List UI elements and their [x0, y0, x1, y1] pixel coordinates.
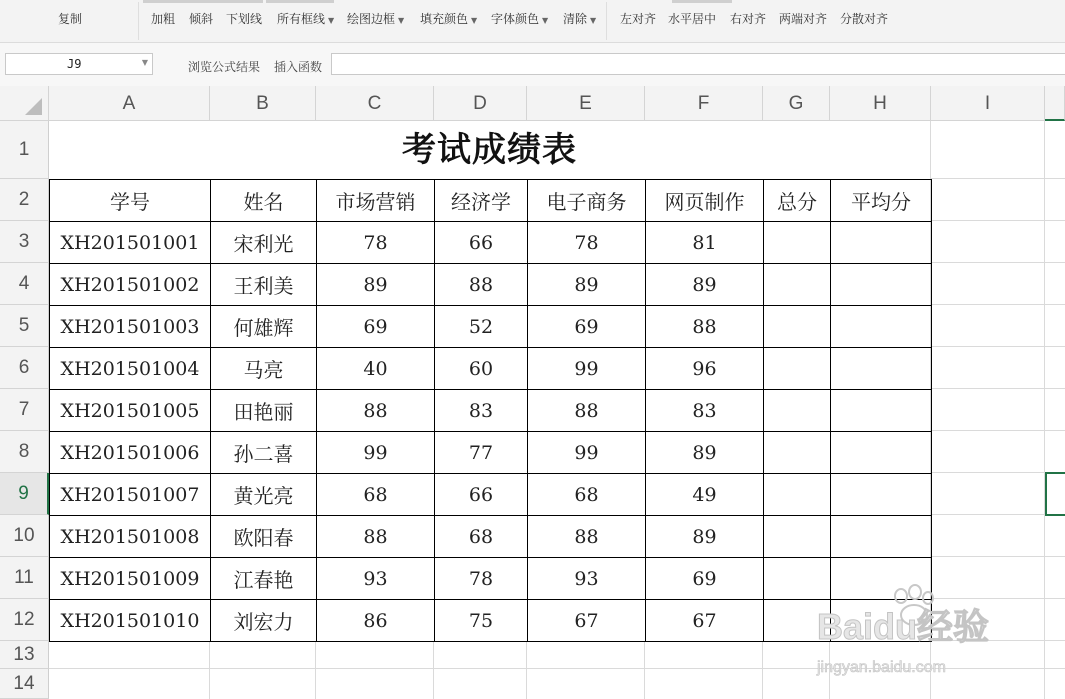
average-cell[interactable] — [831, 516, 932, 558]
average-cell[interactable] — [831, 390, 932, 432]
column-header-i[interactable]: I — [931, 86, 1045, 121]
chevron-down-icon: ▼ — [542, 16, 549, 25]
score-cell[interactable]: 78 — [528, 222, 646, 264]
score-cell[interactable]: 88 — [317, 516, 435, 558]
score-cell[interactable]: 66 — [435, 222, 528, 264]
average-cell[interactable] — [831, 348, 932, 390]
gridline — [931, 598, 1065, 599]
column-header-d[interactable]: D — [434, 86, 527, 121]
row-header-14[interactable]: 14 — [0, 669, 49, 699]
student-name-cell[interactable]: 黄光亮 — [211, 474, 317, 516]
watermark-url: jingyan.baidu.com — [817, 659, 946, 676]
total-cell[interactable] — [764, 264, 831, 306]
score-cell[interactable]: 75 — [435, 600, 528, 642]
table-row — [50, 432, 932, 474]
average-cell[interactable] — [831, 306, 932, 348]
row-header-13[interactable]: 13 — [0, 641, 49, 669]
student-name-cell[interactable]: 田艳丽 — [211, 390, 317, 432]
table-row — [50, 600, 932, 642]
score-cell[interactable]: 83 — [435, 390, 528, 432]
score-cell[interactable]: 89 — [646, 432, 764, 474]
table-row — [50, 222, 932, 264]
gridline — [829, 641, 830, 699]
student-name-cell[interactable]: 宋利光 — [211, 222, 317, 264]
watermark-brand: Baidu经验 — [817, 606, 990, 647]
average-cell[interactable] — [831, 264, 932, 306]
score-cell[interactable]: 93 — [317, 558, 435, 600]
formula-bar — [0, 43, 1065, 86]
insert-function-button[interactable]: 插入函数 — [274, 60, 323, 74]
score-cell[interactable]: 77 — [435, 432, 528, 474]
header-cell[interactable]: 姓名 — [211, 180, 317, 222]
total-cell[interactable] — [764, 516, 831, 558]
fill-color-dropdown[interactable] — [420, 10, 477, 27]
student-id-cell[interactable]: XH201501002 — [50, 264, 211, 306]
total-cell[interactable] — [764, 432, 831, 474]
header-cell[interactable]: 总分 — [764, 180, 831, 222]
student-name-cell[interactable]: 刘宏力 — [211, 600, 317, 642]
total-cell[interactable] — [764, 474, 831, 516]
average-cell[interactable] — [831, 474, 932, 516]
row-header-3[interactable]: 3 — [0, 221, 49, 263]
score-cell[interactable]: 69 — [317, 306, 435, 348]
score-cell[interactable]: 86 — [317, 600, 435, 642]
clear-dropdown[interactable] — [563, 10, 596, 27]
column-header-a[interactable]: A — [49, 86, 210, 121]
header-cell[interactable]: 学号 — [50, 180, 211, 222]
ribbon-dropdown-edge — [672, 0, 732, 3]
average-cell[interactable] — [831, 600, 932, 642]
gridline — [931, 346, 1065, 347]
sheet-title-cell[interactable]: 考试成绩表 — [402, 130, 577, 170]
student-name-cell[interactable]: 欧阳春 — [211, 516, 317, 558]
gridline — [931, 262, 1065, 263]
all-borders-label: 所有框线 — [277, 12, 326, 26]
chevron-down-icon: ▼ — [398, 16, 405, 25]
gridline — [526, 641, 527, 699]
score-cell[interactable]: 40 — [317, 348, 435, 390]
score-cell[interactable]: 69 — [646, 558, 764, 600]
table-row — [50, 348, 932, 390]
score-cell[interactable]: 78 — [317, 222, 435, 264]
chevron-down-icon[interactable]: ▼ — [141, 58, 148, 67]
row-header-12[interactable]: 12 — [0, 599, 49, 641]
average-cell[interactable] — [831, 222, 932, 264]
score-cell[interactable]: 78 — [435, 558, 528, 600]
name-box-value: J9 — [67, 57, 82, 71]
center-horizontal-button[interactable]: 水平居中 — [668, 12, 717, 26]
row-header-8[interactable]: 8 — [0, 431, 49, 473]
score-cell[interactable]: 88 — [646, 306, 764, 348]
student-name-cell[interactable]: 江春艳 — [211, 558, 317, 600]
copy-button[interactable]: 复制 — [58, 12, 83, 26]
column-header-j[interactable] — [1045, 86, 1065, 121]
score-cell[interactable]: 67 — [646, 600, 764, 642]
score-cell[interactable]: 93 — [528, 558, 646, 600]
column-header-h[interactable]: H — [830, 86, 931, 121]
score-cell[interactable]: 89 — [646, 264, 764, 306]
row-header-4[interactable]: 4 — [0, 263, 49, 305]
font-color-label: 字体颜色 — [491, 12, 540, 26]
table-row — [50, 474, 932, 516]
score-cell[interactable]: 66 — [435, 474, 528, 516]
formula-input[interactable] — [331, 53, 1065, 75]
header-cell[interactable]: 市场营销 — [317, 180, 435, 222]
score-cell[interactable]: 67 — [528, 600, 646, 642]
student-id-cell[interactable]: XH201501005 — [50, 390, 211, 432]
ribbon-separator — [138, 2, 139, 40]
row-header-1[interactable]: 1 — [0, 121, 49, 179]
ribbon-toolbar — [0, 0, 1065, 43]
score-cell[interactable]: 88 — [528, 390, 646, 432]
gridline — [762, 641, 763, 699]
spreadsheet-grid[interactable] — [0, 86, 1065, 699]
score-cell[interactable]: 89 — [646, 516, 764, 558]
score-cell[interactable]: 68 — [317, 474, 435, 516]
browse-formula-button[interactable]: 浏览公式结果 — [188, 60, 261, 74]
bold-button[interactable]: 加粗 — [151, 12, 176, 26]
align-left-button[interactable]: 左对齐 — [620, 12, 657, 26]
gridline — [931, 556, 1065, 557]
score-cell[interactable]: 96 — [646, 348, 764, 390]
total-cell[interactable] — [764, 390, 831, 432]
gridline — [931, 388, 1065, 389]
score-cell[interactable]: 81 — [646, 222, 764, 264]
header-cell[interactable]: 网页制作 — [646, 180, 764, 222]
score-cell[interactable]: 49 — [646, 474, 764, 516]
student-id-cell[interactable]: XH201501010 — [50, 600, 211, 642]
score-cell[interactable]: 89 — [528, 264, 646, 306]
justify-button[interactable]: 两端对齐 — [779, 12, 828, 26]
row-header-11[interactable]: 11 — [0, 557, 49, 599]
total-cell[interactable] — [764, 348, 831, 390]
chevron-down-icon: ▼ — [328, 16, 335, 25]
row-header-5[interactable]: 5 — [0, 305, 49, 347]
score-cell[interactable]: 89 — [317, 264, 435, 306]
gridline — [931, 220, 1065, 221]
gridline — [931, 430, 1065, 431]
student-name-cell[interactable]: 孙二喜 — [211, 432, 317, 474]
active-cell-cursor[interactable] — [1045, 472, 1065, 516]
student-id-cell[interactable]: XH201501001 — [50, 222, 211, 264]
gridline — [644, 641, 645, 699]
ribbon-separator — [606, 2, 607, 40]
student-name-cell[interactable]: 马亮 — [211, 348, 317, 390]
student-id-cell[interactable]: XH201501004 — [50, 348, 211, 390]
score-cell[interactable]: 52 — [435, 306, 528, 348]
ribbon-dropdown-edge — [143, 0, 263, 3]
row-header-9[interactable]: 9 — [0, 473, 49, 515]
table-row — [50, 306, 932, 348]
chevron-down-icon: ▼ — [590, 16, 597, 25]
font-color-dropdown[interactable] — [491, 10, 548, 27]
table-row — [50, 558, 932, 600]
column-header-f[interactable]: F — [645, 86, 763, 121]
select-all-icon — [25, 98, 42, 115]
align-right-button[interactable]: 右对齐 — [730, 12, 767, 26]
underline-button[interactable]: 下划线 — [226, 12, 263, 26]
score-cell[interactable]: 68 — [528, 474, 646, 516]
total-cell[interactable] — [764, 600, 831, 642]
student-id-cell[interactable]: XH201501006 — [50, 432, 211, 474]
header-cell[interactable]: 平均分 — [831, 180, 932, 222]
total-cell[interactable] — [764, 306, 831, 348]
score-cell[interactable]: 69 — [528, 306, 646, 348]
score-cell[interactable]: 68 — [435, 516, 528, 558]
draw-borders-label: 绘图边框 — [347, 12, 396, 26]
score-table — [49, 179, 932, 642]
score-cell[interactable]: 88 — [317, 390, 435, 432]
gridline — [931, 640, 1065, 641]
total-cell[interactable] — [764, 558, 831, 600]
row-header-6[interactable]: 6 — [0, 347, 49, 389]
gridline — [433, 641, 434, 699]
row-header-7[interactable]: 7 — [0, 389, 49, 431]
student-id-cell[interactable]: XH201501003 — [50, 306, 211, 348]
student-id-cell[interactable]: XH201501009 — [50, 558, 211, 600]
score-cell[interactable]: 99 — [317, 432, 435, 474]
gridline — [315, 641, 316, 699]
student-name-cell[interactable]: 何雄辉 — [211, 306, 317, 348]
score-cell[interactable]: 99 — [528, 432, 646, 474]
table-row — [50, 264, 932, 306]
gridline — [209, 641, 210, 699]
header-cell[interactable]: 经济学 — [435, 180, 528, 222]
chevron-down-icon: ▼ — [471, 16, 478, 25]
score-cell[interactable]: 88 — [528, 516, 646, 558]
header-cell[interactable]: 电子商务 — [528, 180, 646, 222]
column-header-e[interactable]: E — [527, 86, 645, 121]
average-cell[interactable] — [831, 558, 932, 600]
gridline — [931, 304, 1065, 305]
total-cell[interactable] — [764, 222, 831, 264]
student-name-cell[interactable]: 王利美 — [211, 264, 317, 306]
row-header-10[interactable]: 10 — [0, 515, 49, 557]
score-cell[interactable]: 83 — [646, 390, 764, 432]
gridline — [931, 178, 1065, 179]
distributed-align-button[interactable]: 分散对齐 — [840, 12, 889, 26]
score-cell[interactable]: 60 — [435, 348, 528, 390]
ribbon-dropdown-edge — [266, 0, 334, 3]
clear-label: 清除 — [563, 12, 588, 26]
score-cell[interactable]: 88 — [435, 264, 528, 306]
gridline — [49, 668, 1065, 669]
column-header-b[interactable]: B — [210, 86, 316, 121]
draw-borders-dropdown[interactable] — [347, 10, 404, 27]
table-row — [50, 516, 932, 558]
student-id-cell[interactable]: XH201501008 — [50, 516, 211, 558]
italic-button[interactable]: 倾斜 — [189, 12, 214, 26]
select-all-corner[interactable] — [0, 86, 49, 121]
row-header-2[interactable]: 2 — [0, 179, 49, 221]
table-row — [50, 390, 932, 432]
column-header-g[interactable]: G — [763, 86, 830, 121]
name-box[interactable] — [5, 53, 153, 75]
score-cell[interactable]: 99 — [528, 348, 646, 390]
gridline — [1044, 121, 1045, 699]
student-id-cell[interactable]: XH201501007 — [50, 474, 211, 516]
column-header-c[interactable]: C — [316, 86, 434, 121]
fill-color-label: 填充颜色 — [420, 12, 469, 26]
header-row — [50, 180, 932, 222]
all-borders-dropdown[interactable] — [277, 10, 334, 27]
average-cell[interactable] — [831, 432, 932, 474]
